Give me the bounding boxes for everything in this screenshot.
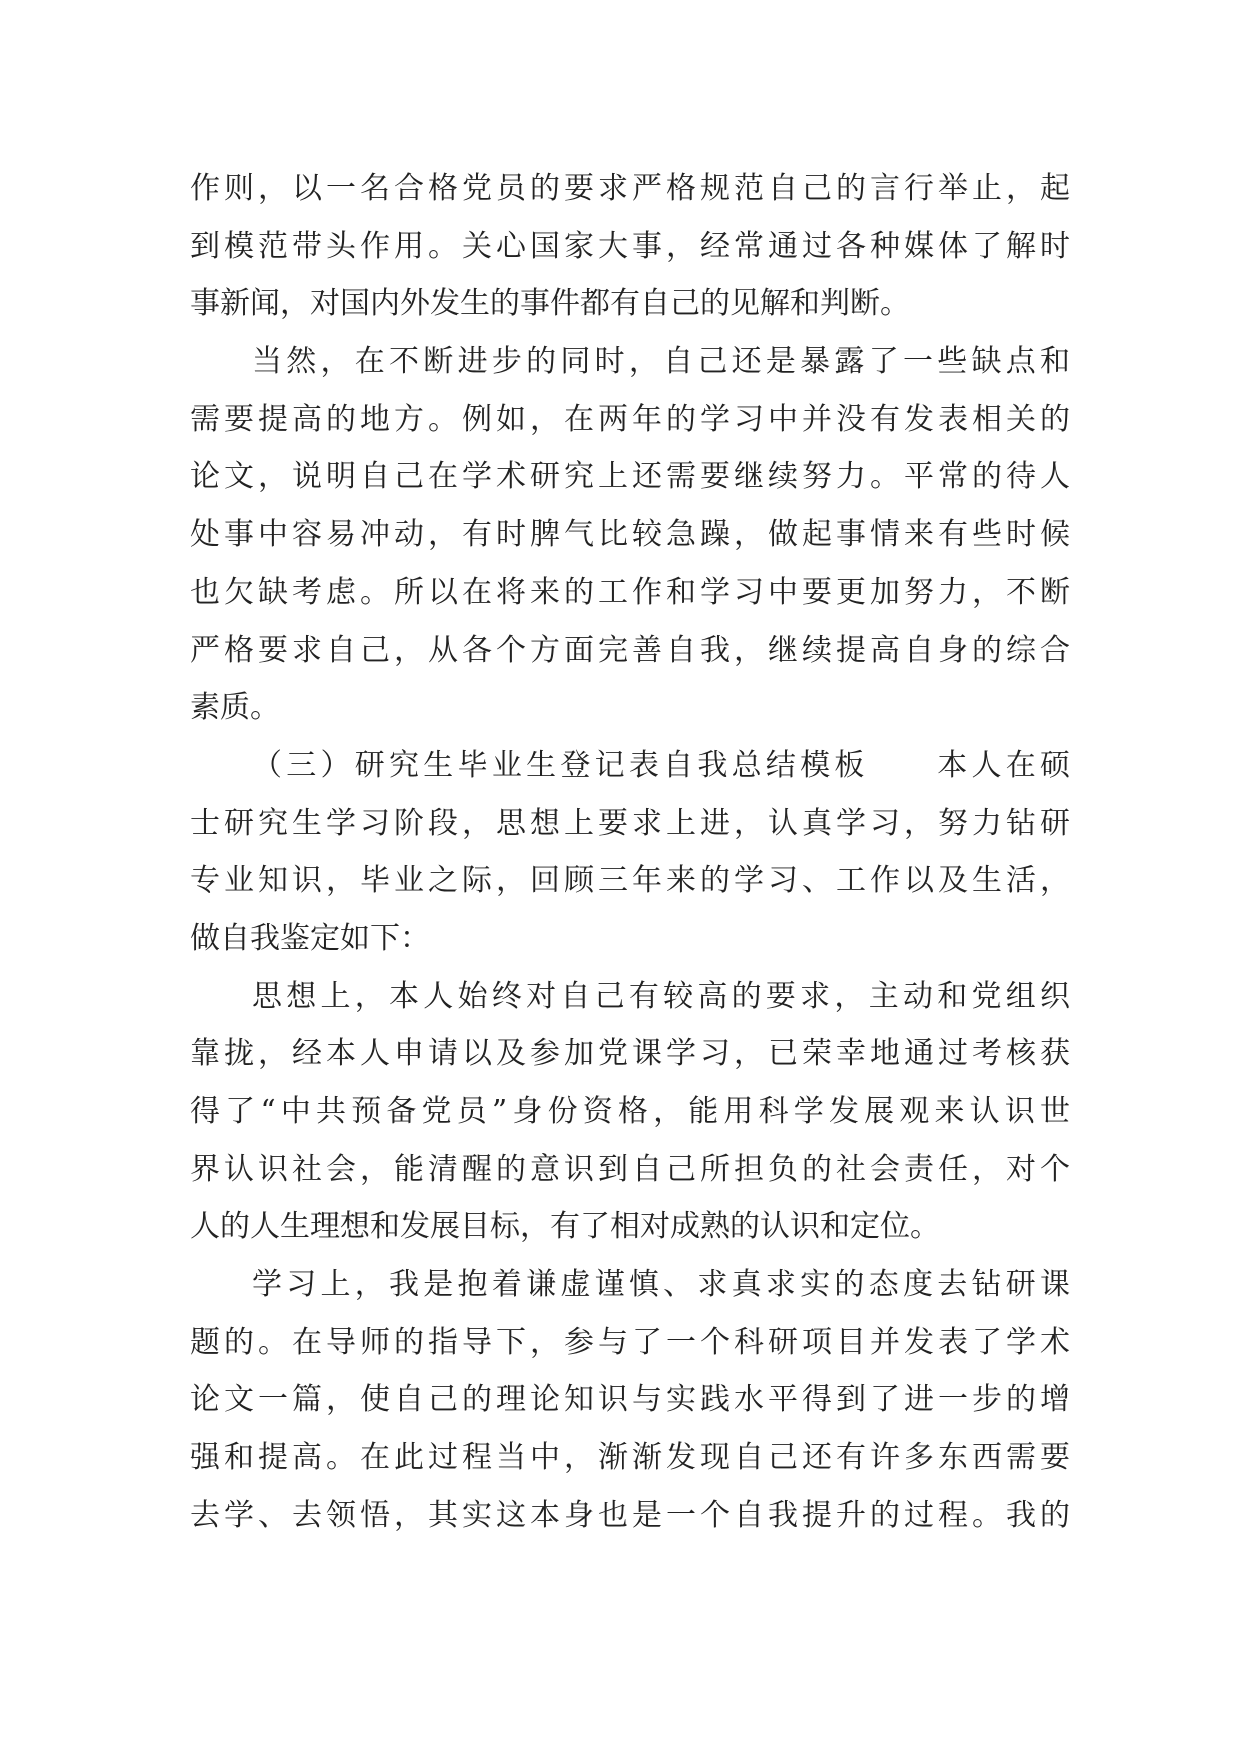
text-line: 事新闻，对国内外发生的事件都有自己的见解和判断。 [190,286,910,322]
text-line: 士研究生学习阶段，思想上要求上进，认真学习，努力钻研 [190,805,1070,841]
text-line: 题的。在导师的指导下，参与了一个科研项目并发表了学术 [190,1324,1070,1360]
text-line: 得了“中共预备党员”身份资格，能用科学发展观来认识世 [190,1094,1070,1129]
text-line: 思想上，本人始终对自己有较高的要求，主动和党组织 [252,978,1070,1014]
text-line: 当然，在不断进步的同时，自己还是暴露了一些缺点和 [252,344,1070,380]
text-line: 靠拢，经本人申请以及参加党课学习，已荣幸地通过考核获 [190,1036,1070,1072]
body-text [190,160,1070,1545]
text-line: 到模范带头作用。关心国家大事，经常通过各种媒体了解时 [190,228,1070,264]
text-line: 界认识社会，能清醒的意识到自己所担负的社会责任，对个 [190,1151,1070,1187]
text-line: 做自我鉴定如下： [190,920,430,956]
text-line: （三）研究生毕业生登记表自我总结模板 本人在硕 [252,747,1070,783]
text-line: 需要提高的地方。例如，在两年的学习中并没有发表相关的 [190,401,1070,437]
text-line: 人的人生理想和发展目标，有了相对成熟的认识和定位。 [190,1209,940,1245]
text-line: 强和提高。在此过程当中，渐渐发现自己还有许多东西需要 [190,1440,1070,1476]
text-line: 处事中容易冲动，有时脾气比较急躁，做起事情来有些时候 [190,517,1070,553]
text-line: 去学、去领悟，其实这本身也是一个自我提升的过程。我的 [190,1497,1070,1533]
text-line: 论文，说明自己在学术研究上还需要继续努力。平常的待人 [190,459,1070,495]
text-line: 严格要求自己，从各个方面完善自我，继续提高自身的综合 [190,632,1070,668]
text-line: 也欠缺考虑。所以在将来的工作和学习中要更加努力，不断 [190,574,1070,610]
text-line: 作则，以一名合格党员的要求严格规范自己的言行举止，起 [190,171,1070,206]
text-line: 素质。 [190,690,280,726]
text-line: 论文一篇，使自己的理论知识与实践水平得到了进一步的增 [190,1382,1070,1418]
text-line: 学习上，我是抱着谦虚谨慎、求真求实的态度去钻研课 [252,1267,1070,1303]
text-line: 专业知识，毕业之际，回顾三年来的学习、工作以及生活， [190,863,1070,899]
